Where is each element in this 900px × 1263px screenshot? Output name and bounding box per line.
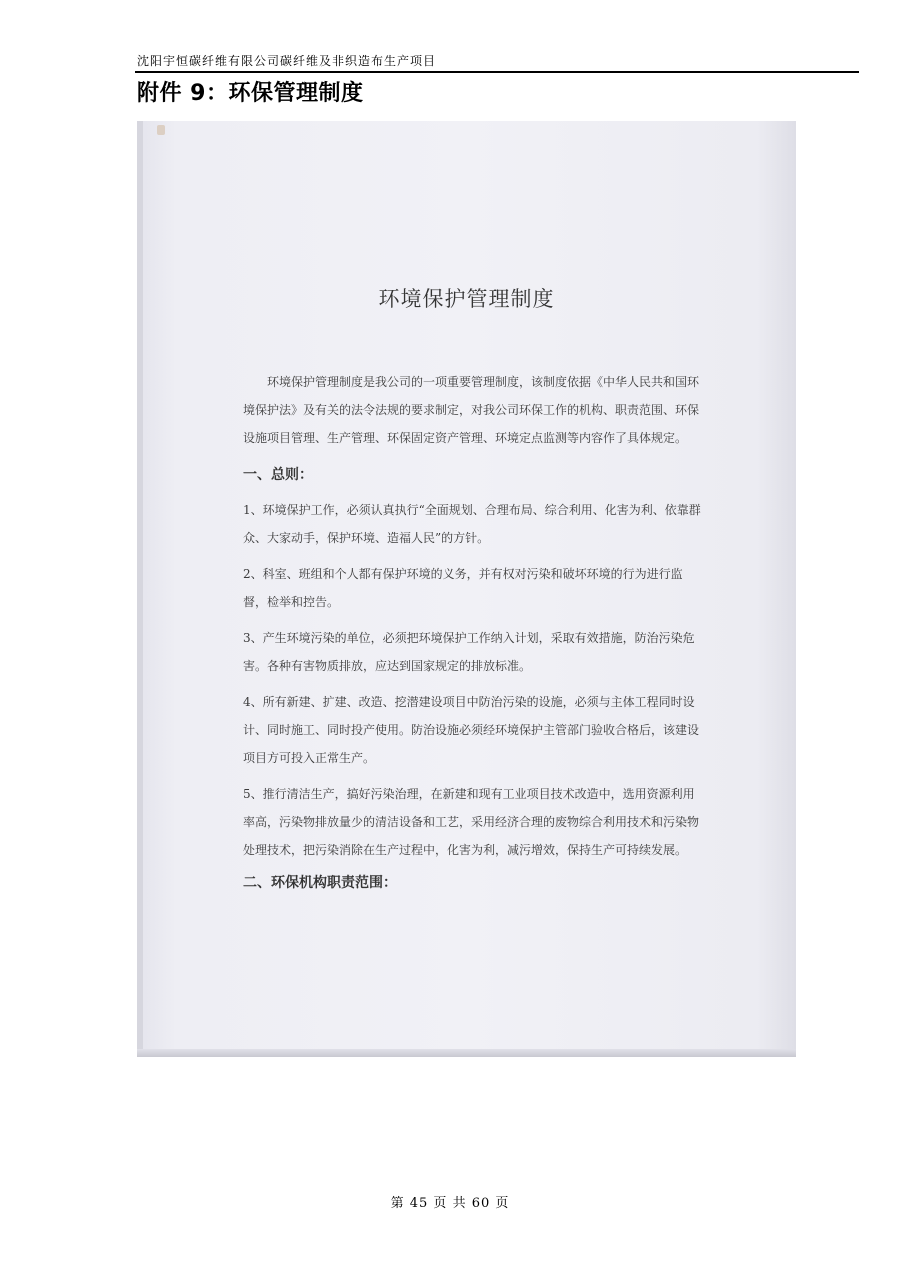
- list-item: 2、科室、班组和个人都有保护环境的义务，并有权对污染和破坏环境的行为进行监督，检举和控告。: [243, 567, 683, 609]
- list-item: 1、环境保护工作，必须认真执行“全面规划、合理布局、综合利用、化害为利、依靠群众、大家动手，保护环境、造福人民”的方针。: [243, 503, 701, 545]
- scan-stain: [157, 125, 165, 135]
- scan-left-edge: [137, 121, 143, 1057]
- page-number: 第 45 页 共 60 页: [390, 1196, 510, 1211]
- attachment-title: 附件 9：环保管理制度: [137, 81, 364, 106]
- list-item: 3、产生环境污染的单位，必须把环境保护工作纳入计划，采取有效措施，防治污染危害。各种有害物质排放，应达到国家规定的排放标准。: [243, 631, 695, 673]
- scan-body: [243, 368, 703, 904]
- running-header: 沈阳宇恒碳纤维有限公司碳纤维及非织造布生产项目: [137, 54, 437, 68]
- section-heading-responsibilities: 二、环保机构职责范围：: [243, 875, 397, 891]
- scan-bottom-edge: [137, 1049, 796, 1057]
- list-item: 4、所有新建、扩建、改造、挖潜建设项目中防治污染的设施，必须与主体工程同时设计、同时施工、同时投产使用。防治设施必须经环境保护主管部门验收合格后，该建设项目方可投入正常生产。: [243, 695, 700, 765]
- intro-paragraph: 环境保护管理制度是我公司的一项重要管理制度，该制度依据《中华人民共和国环境保护法》及有关的法令法规的要求制定，对我公司环保工作的机构、职责范围、环保设施项目管理、生产管理、环保固定资产管理、环境定点监测等内容作了具体规定。: [243, 375, 700, 445]
- scanned-document-image: [137, 121, 796, 1057]
- header-rule: [135, 71, 859, 73]
- list-item: 5、推行清洁生产，搞好污染治理，在新建和现有工业项目技术改造中，选用资源利用率高，污染物排放量少的清洁设备和工艺，采用经济合理的废物综合利用技术和污染物处理技术，把污染消除在生产过程中，化害为利，减污增效，保持生产可持续发展。: [243, 787, 700, 857]
- section-heading-general: 一、总则：: [243, 467, 313, 483]
- scan-title: 环境保护管理制度: [378, 287, 555, 311]
